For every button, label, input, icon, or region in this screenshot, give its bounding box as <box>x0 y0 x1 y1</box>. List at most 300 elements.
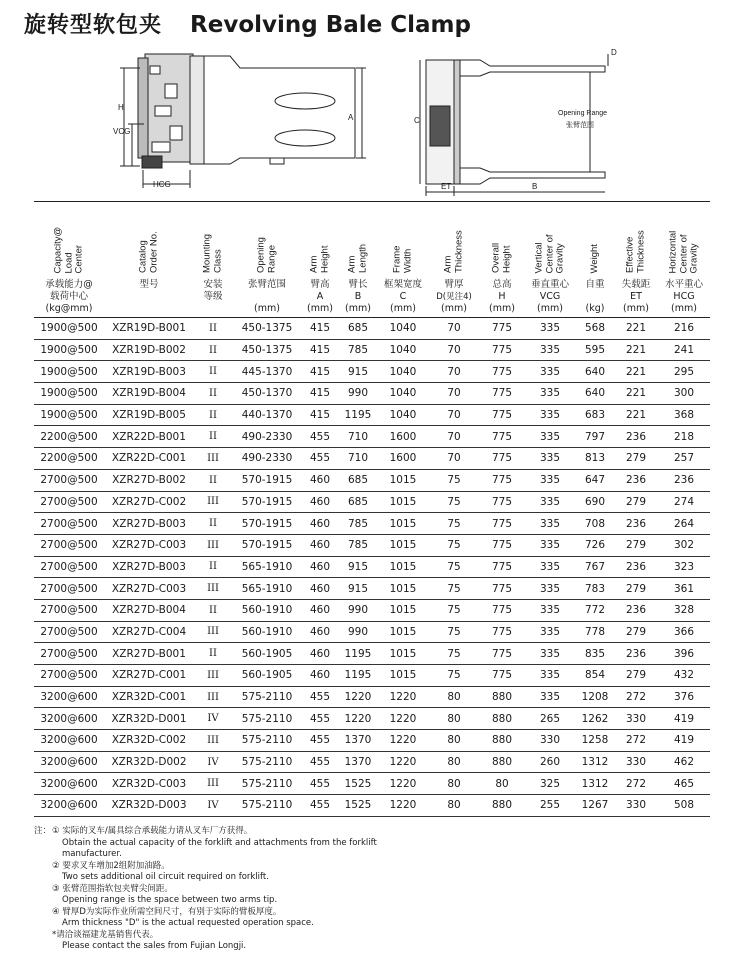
table-cell: 300 <box>658 383 710 405</box>
note-cn-text: ③ 张臂范围指软包夹臂尖间距。 <box>52 883 173 894</box>
column-header-en-text: Mounting Class <box>201 233 223 273</box>
table-cell: 460 <box>302 599 338 621</box>
note-prefix <box>34 861 52 873</box>
table-row <box>34 795 710 817</box>
table-cell: 335 <box>524 665 576 687</box>
table-cell: 685 <box>338 469 378 491</box>
table-row <box>34 491 710 513</box>
table-cell: 1220 <box>338 686 378 708</box>
table-cell: 767 <box>576 556 614 578</box>
table-cell: 775 <box>480 599 524 621</box>
table-row <box>34 599 710 621</box>
column-header-cn <box>524 277 576 318</box>
table-cell: 1900@500 <box>34 404 104 426</box>
table-cell: III <box>194 578 232 600</box>
column-header-cn-line: B <box>354 291 362 302</box>
table-cell: 1015 <box>378 665 428 687</box>
table-cell: 75 <box>428 643 480 665</box>
column-header-cn-line <box>104 291 194 303</box>
table-cell: 70 <box>428 448 480 470</box>
table-cell: 575-2110 <box>232 730 302 752</box>
table-cell: 460 <box>302 491 338 513</box>
table-cell: 460 <box>302 469 338 491</box>
column-header-en-text: Capacity@ Load Center <box>52 226 85 273</box>
note-prefix <box>34 884 52 896</box>
table-cell: 1015 <box>378 556 428 578</box>
label-c: C <box>414 116 420 125</box>
table-cell: XZR27D-B004 <box>104 599 194 621</box>
table-cell: 1040 <box>378 318 428 340</box>
table-row <box>34 621 710 643</box>
table-cell: 775 <box>480 491 524 513</box>
column-header-cn-line <box>194 303 232 315</box>
table-cell: 335 <box>524 404 576 426</box>
table-cell: XZR19D-B002 <box>104 339 194 361</box>
table-cell: 70 <box>428 383 480 405</box>
table-cell: 323 <box>658 556 710 578</box>
table-cell: 70 <box>428 339 480 361</box>
table-cell: 2700@500 <box>34 534 104 556</box>
table-cell: 685 <box>338 491 378 513</box>
table-cell: 565-1910 <box>232 556 302 578</box>
table-row <box>34 730 710 752</box>
table-cell: 775 <box>480 578 524 600</box>
column-header-en <box>576 202 614 278</box>
column-header-en-text: Effective Thickness <box>624 230 646 273</box>
table-row <box>34 578 710 600</box>
table-cell: 772 <box>576 599 614 621</box>
table-cell: XZR27D-B002 <box>104 469 194 491</box>
table-cell: 455 <box>302 751 338 773</box>
label-et: ET <box>441 182 452 191</box>
column-header-en <box>34 202 104 278</box>
table-cell: 80 <box>428 686 480 708</box>
table-row <box>34 708 710 730</box>
label-opening-cn: 张臂范围 <box>566 122 594 129</box>
column-header-cn-line: H <box>498 291 506 302</box>
table-cell: 279 <box>614 491 658 513</box>
column-header-cn-line: (mm) <box>537 303 563 314</box>
table-cell: 1015 <box>378 513 428 535</box>
table-cell: 368 <box>658 404 710 426</box>
table-cell: 455 <box>302 448 338 470</box>
table-cell: 990 <box>338 621 378 643</box>
table-cell: 1040 <box>378 361 428 383</box>
table-cell: XZR27D-C004 <box>104 621 194 643</box>
table-cell: 797 <box>576 426 614 448</box>
table-cell: XZR32D-C003 <box>104 773 194 795</box>
table-row <box>34 534 710 556</box>
table-cell: 455 <box>302 426 338 448</box>
column-header-cn <box>194 277 232 318</box>
table-cell: 455 <box>302 773 338 795</box>
table-cell: 70 <box>428 426 480 448</box>
table-cell: 3200@600 <box>34 773 104 795</box>
column-header-cn <box>658 277 710 318</box>
table-cell: 775 <box>480 426 524 448</box>
table-cell: 508 <box>658 795 710 817</box>
table-row <box>34 361 710 383</box>
column-header-cn <box>576 277 614 318</box>
table-cell: 450-1375 <box>232 339 302 361</box>
table-cell: 260 <box>524 751 576 773</box>
column-header-en <box>428 202 480 278</box>
table-cell: 990 <box>338 599 378 621</box>
table-cell: 880 <box>480 730 524 752</box>
table-cell: 3200@600 <box>34 751 104 773</box>
column-header-en-text: Arm Height <box>308 245 330 273</box>
table-cell: 775 <box>480 361 524 383</box>
note-cn <box>34 826 724 838</box>
column-header-cn-line: 失载距 <box>621 279 651 290</box>
table-cell: XZR22D-B001 <box>104 426 194 448</box>
table-cell: 1220 <box>338 708 378 730</box>
table-cell: 1195 <box>338 665 378 687</box>
table-cell: 460 <box>302 513 338 535</box>
table-cell: 775 <box>480 339 524 361</box>
title-cn: 旋转型软包夹 <box>24 13 163 38</box>
spec-table <box>34 201 710 817</box>
label-h: H <box>118 103 124 112</box>
table-cell: 3200@600 <box>34 730 104 752</box>
table-cell: II <box>194 339 232 361</box>
column-header-cn-line: (kg@mm) <box>45 303 93 314</box>
table-cell: XZR19D-B005 <box>104 404 194 426</box>
table-cell: 835 <box>576 643 614 665</box>
column-header-cn <box>480 277 524 318</box>
table-cell: 440-1370 <box>232 404 302 426</box>
table-cell: 462 <box>658 751 710 773</box>
table-cell: II <box>194 643 232 665</box>
table-cell: 570-1915 <box>232 534 302 556</box>
table-cell: 335 <box>524 426 576 448</box>
table-cell: 570-1915 <box>232 491 302 513</box>
table-cell: 880 <box>480 708 524 730</box>
table-cell: 990 <box>338 383 378 405</box>
note-cn <box>34 884 724 896</box>
column-header-en <box>524 202 576 278</box>
column-header-cn <box>338 277 378 318</box>
side-view-diagram <box>110 46 370 196</box>
table-cell: III <box>194 686 232 708</box>
table-cell: 419 <box>658 708 710 730</box>
column-header-cn-line: 载荷中心 <box>49 291 88 302</box>
table-cell: 1015 <box>378 578 428 600</box>
table-cell: II <box>194 599 232 621</box>
column-header-cn-line: HCG <box>673 291 695 302</box>
table-cell: 80 <box>428 795 480 817</box>
table-cell: 335 <box>524 361 576 383</box>
table-cell: 1195 <box>338 404 378 426</box>
table-cell: 2700@500 <box>34 621 104 643</box>
table-cell: XZR27D-B001 <box>104 643 194 665</box>
table-cell: 1525 <box>338 795 378 817</box>
table-cell: IV <box>194 708 232 730</box>
column-header-cn-line: 张臂范围 <box>247 279 286 290</box>
table-cell: 75 <box>428 469 480 491</box>
table-row <box>34 383 710 405</box>
table-cell: 1015 <box>378 534 428 556</box>
table-cell: 335 <box>524 469 576 491</box>
label-a: A <box>348 113 354 122</box>
table-cell: 1015 <box>378 469 428 491</box>
table-cell: 2700@500 <box>34 491 104 513</box>
column-header-cn-line: (mm) <box>254 303 280 314</box>
table-cell: 568 <box>576 318 614 340</box>
column-header-cn-line: 水平重心 <box>664 279 703 290</box>
column-header-en-text: Arm Length <box>346 243 368 273</box>
table-cell: 255 <box>524 795 576 817</box>
column-header-cn-line: 等级 <box>203 291 223 302</box>
table-cell: 880 <box>480 751 524 773</box>
column-header-cn-line <box>576 291 614 303</box>
table-cell: 75 <box>428 578 480 600</box>
table-cell: 775 <box>480 513 524 535</box>
table-cell: 335 <box>524 599 576 621</box>
table-cell: 2700@500 <box>34 513 104 535</box>
column-header-en <box>480 202 524 278</box>
table-cell: 785 <box>338 534 378 556</box>
table-cell: 490-2330 <box>232 448 302 470</box>
table-cell: 1370 <box>338 751 378 773</box>
table-cell: 1258 <box>576 730 614 752</box>
table-row <box>34 556 710 578</box>
table-cell: 279 <box>614 534 658 556</box>
column-header-en <box>658 202 710 278</box>
table-cell: 915 <box>338 361 378 383</box>
note-en: Two sets additional oil circuit required on forklift. <box>62 872 269 882</box>
table-cell: 274 <box>658 491 710 513</box>
column-header-cn-line: 安装 <box>203 279 223 290</box>
column-header-en <box>232 202 302 278</box>
column-header-cn-line: 承载能力@ <box>45 279 93 290</box>
table-cell: II <box>194 469 232 491</box>
table-cell: 415 <box>302 339 338 361</box>
label-b: B <box>532 182 538 191</box>
column-header-cn-line: (mm) <box>623 303 649 314</box>
contact-en: Please contact the sales from Fujian Longji. <box>62 941 247 951</box>
column-header-cn-line: 臂长 <box>348 279 368 290</box>
table-cell: 335 <box>524 339 576 361</box>
table-cell: 640 <box>576 383 614 405</box>
column-header-cn-line: 臂厚 <box>444 279 464 290</box>
table-cell: 415 <box>302 404 338 426</box>
table-cell: 460 <box>302 665 338 687</box>
table-cell: 330 <box>524 730 576 752</box>
note-cn-text: ④ 臂厚D为实际作业所需空间尺寸，有别于实际的臂板厚度。 <box>52 906 282 917</box>
table-cell: 570-1915 <box>232 513 302 535</box>
notes <box>34 826 724 953</box>
table-cell: IV <box>194 795 232 817</box>
table-cell: 366 <box>658 621 710 643</box>
table-cell: 575-2110 <box>232 751 302 773</box>
table-cell: 75 <box>428 534 480 556</box>
column-header-cn-line: C <box>399 291 407 302</box>
column-header-cn <box>378 277 428 318</box>
column-header-cn-line: 垂直重心 <box>530 279 569 290</box>
table-cell: 1015 <box>378 491 428 513</box>
column-header-cn-line: A <box>316 291 324 302</box>
table-cell: 560-1910 <box>232 599 302 621</box>
table-row <box>34 751 710 773</box>
table-cell: 335 <box>524 643 576 665</box>
table-cell: 1525 <box>338 773 378 795</box>
table-cell: 1040 <box>378 383 428 405</box>
note-en: Arm thickness "D" is the actual requested operation space. <box>62 918 314 928</box>
table-cell: 75 <box>428 665 480 687</box>
table-cell: 1220 <box>378 708 428 730</box>
table-cell: 465 <box>658 773 710 795</box>
table-cell: 2700@500 <box>34 556 104 578</box>
table-cell: 335 <box>524 578 576 600</box>
table-cell: 1015 <box>378 599 428 621</box>
column-header-cn-line: 框架宽度 <box>383 279 422 290</box>
table-cell: XZR19D-B001 <box>104 318 194 340</box>
table-cell: 455 <box>302 730 338 752</box>
table-cell: 335 <box>524 556 576 578</box>
table-cell: 272 <box>614 730 658 752</box>
table-cell: 302 <box>658 534 710 556</box>
table-cell: 335 <box>524 491 576 513</box>
table-row <box>34 448 710 470</box>
table-row <box>34 773 710 795</box>
table-cell: 75 <box>428 599 480 621</box>
table-cell: 264 <box>658 513 710 535</box>
table-cell: 775 <box>480 469 524 491</box>
table-cell: 778 <box>576 621 614 643</box>
table-cell: 775 <box>480 643 524 665</box>
table-cell: 1220 <box>378 773 428 795</box>
column-header-cn-line: (mm) <box>489 303 515 314</box>
table-cell: 415 <box>302 383 338 405</box>
table-cell: XZR27D-C003 <box>104 534 194 556</box>
column-header-cn-line: VCG <box>539 291 561 302</box>
table-cell: 1900@500 <box>34 361 104 383</box>
column-header-en-text: Frame Width <box>391 245 413 273</box>
table-cell: 460 <box>302 578 338 600</box>
table-row <box>34 643 710 665</box>
table-cell: 335 <box>524 621 576 643</box>
table-row <box>34 318 710 340</box>
table-cell: 1267 <box>576 795 614 817</box>
note-cn <box>34 907 724 919</box>
table-cell: III <box>194 534 232 556</box>
table-cell: 565-1910 <box>232 578 302 600</box>
table-cell: 75 <box>428 556 480 578</box>
table-cell: 1312 <box>576 751 614 773</box>
table-cell: 335 <box>524 686 576 708</box>
table-cell: 575-2110 <box>232 708 302 730</box>
label-vcg: VCG <box>113 127 131 136</box>
column-header-cn-line <box>232 291 302 303</box>
table-cell: 710 <box>338 448 378 470</box>
column-header-cn-line: (kg) <box>585 303 605 314</box>
table-cell: 295 <box>658 361 710 383</box>
table-cell: 915 <box>338 578 378 600</box>
table-row <box>34 339 710 361</box>
table-cell: XZR22D-C001 <box>104 448 194 470</box>
label-d: D <box>611 48 617 57</box>
table-cell: 785 <box>338 339 378 361</box>
column-header-en-text: Horizontal Center of Gravity <box>667 230 700 273</box>
table-cell: XZR27D-C003 <box>104 578 194 600</box>
table-cell: 325 <box>524 773 576 795</box>
table-cell: 419 <box>658 730 710 752</box>
table-cell: 279 <box>614 621 658 643</box>
table-cell: 1900@500 <box>34 318 104 340</box>
table-cell: 775 <box>480 383 524 405</box>
table-cell: 2200@500 <box>34 426 104 448</box>
table-cell: 221 <box>614 383 658 405</box>
table-cell: XZR32D-D003 <box>104 795 194 817</box>
table-cell: 335 <box>524 448 576 470</box>
column-header-en-text: Vertical Center of Gravity <box>533 233 566 273</box>
table-cell: 460 <box>302 556 338 578</box>
column-header-en <box>104 202 194 278</box>
table-cell: 2700@500 <box>34 469 104 491</box>
table-cell: 80 <box>428 730 480 752</box>
table-cell: II <box>194 513 232 535</box>
table-cell: 726 <box>576 534 614 556</box>
note-en: manufacturer. <box>62 849 122 859</box>
table-cell: II <box>194 404 232 426</box>
table-cell: 218 <box>658 426 710 448</box>
table-cell: XZR32D-D002 <box>104 751 194 773</box>
table-cell: 640 <box>576 361 614 383</box>
table-cell: III <box>194 665 232 687</box>
table-cell: 376 <box>658 686 710 708</box>
column-header-cn-line: (mm) <box>307 303 333 314</box>
table-cell: II <box>194 556 232 578</box>
table-cell: 2700@500 <box>34 599 104 621</box>
table-cell: 257 <box>658 448 710 470</box>
table-cell: 415 <box>302 318 338 340</box>
label-opening-en: Opening Range <box>558 110 608 117</box>
table-cell: 785 <box>338 513 378 535</box>
column-header-en-text: Catalog Order No. <box>137 231 159 273</box>
table-cell: 1370 <box>338 730 378 752</box>
table-cell: 570-1915 <box>232 469 302 491</box>
table-cell: 361 <box>658 578 710 600</box>
table-cell: 460 <box>302 534 338 556</box>
table-cell: 1600 <box>378 426 428 448</box>
table-cell: 279 <box>614 665 658 687</box>
column-header-cn-line: 自重 <box>585 279 605 290</box>
table-cell: 236 <box>614 556 658 578</box>
table-cell: 432 <box>658 665 710 687</box>
table-cell: 690 <box>576 491 614 513</box>
table-cell: XZR27D-C001 <box>104 665 194 687</box>
table-cell: 70 <box>428 404 480 426</box>
table-cell: 445-1370 <box>232 361 302 383</box>
table-cell: 1600 <box>378 448 428 470</box>
table-cell: 241 <box>658 339 710 361</box>
table-cell: XZR32D-C001 <box>104 686 194 708</box>
table-cell: 3200@600 <box>34 708 104 730</box>
table-cell: 708 <box>576 513 614 535</box>
column-header-cn <box>232 277 302 318</box>
column-header-cn-line: D(见注4) <box>436 292 472 302</box>
contact-cn: *请洽谈福建龙基销售代表。 <box>52 929 159 940</box>
table-cell: IV <box>194 751 232 773</box>
column-header-cn-line: (mm) <box>390 303 416 314</box>
table-cell: III <box>194 773 232 795</box>
table-cell: 775 <box>480 448 524 470</box>
table-cell: 236 <box>614 599 658 621</box>
note-cn <box>34 861 724 873</box>
table-cell: 455 <box>302 795 338 817</box>
table-cell: 775 <box>480 404 524 426</box>
